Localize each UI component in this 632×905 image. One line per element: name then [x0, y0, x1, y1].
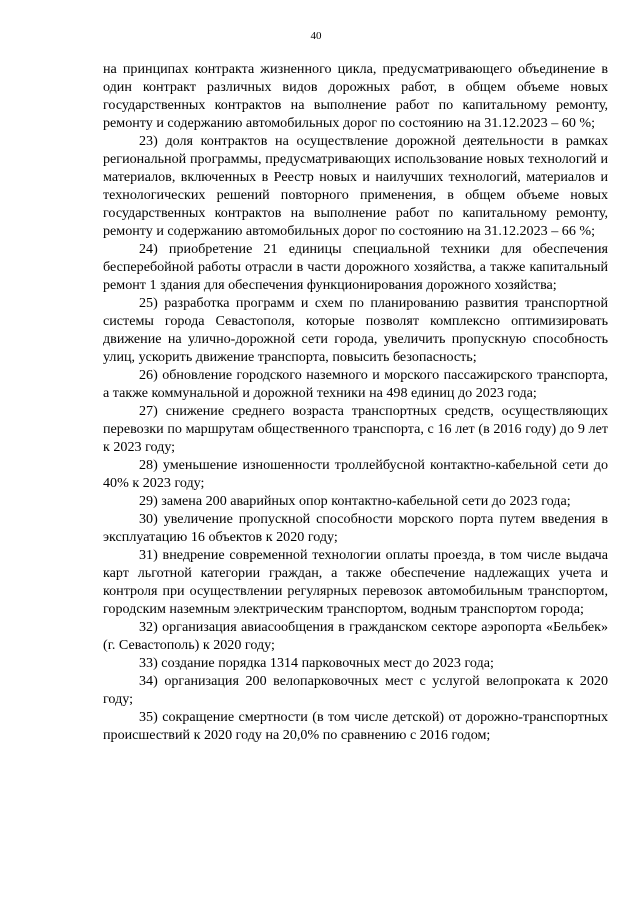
list-item-33: 33) создание порядка 1314 парковочных мест до 2023 года; — [139, 655, 494, 671]
list-item-35: 35) сокращение смертности (в том числе детской) от дорожно-транспортных происшествий к 2020 году на 20,0% по сравнению с 2016 годом; — [103, 709, 608, 743]
list-item-26: 26) обновление городского наземного и морского пассажирского транспорта, а также коммунальной и дорожной техники на 498 единиц до 2023 года; — [103, 367, 608, 401]
page-number: 40 — [310, 30, 322, 42]
list-item-25: 25) разработка программ и схем по планированию развития транспортной системы города Севастополя, которые позволят комплексно оптимизировать движение на улично-дорожной сети города, увеличить пропускную способность улиц, ускорить движение транспорта, повысить безопасность; — [103, 295, 608, 365]
list-item-23: 23) доля контрактов на осуществление дорожной деятельности в рамках региональной программы, предусматривающих использование новых технологий и материалов, включенных в Реестр новых и наилучших технологий, материалов и технологических решений повторного применения, в общем объеме новых государственных контрактов на выполнение работ по капитальному ремонту, ремонту и содержанию автомобильных дорог по состоянию на 31.12.2023 – 66 %; — [103, 133, 608, 239]
list-item-32: 32) организация авиасообщения в гражданском секторе аэропорта «Бельбек» (г. Севастополь) к 2020 году; — [103, 619, 608, 653]
list-item-30: 30) увеличение пропускной способности морского порта путем введения в эксплуатацию 16 объектов к 2020 году; — [103, 511, 608, 545]
list-item-28: 28) уменьшение изношенности троллейбусной контактно-кабельной сети до 40% к 2023 году; — [103, 457, 608, 491]
list-item-34: 34) организация 200 велопарковочных мест с услугой велопроката к 2020 году; — [103, 673, 608, 707]
list-item-29: 29) замена 200 аварийных опор контактно-кабельной сети до 2023 года; — [139, 493, 571, 509]
list-item-31: 31) внедрение современной технологии оплаты проезда, в том числе выдача карт льготной категории граждан, а также обеспечение надлежащих учета и контроля при осуществлении регулярных перевозок автомобильным транспортом, городским наземным электрическим транспортом, водным транспортом города; — [103, 547, 608, 617]
paragraph-continuation: на принципах контракта жизненного цикла, предусматривающего объединение в один контракт различных видов дорожных работ, в общем объеме новых государственных контрактов на выполнение работ по капитальному ремонту, ремонту и содержанию автомобильных дорог по состоянию на 31.12.2023 – 60 %; — [103, 61, 608, 131]
list-item-24: 24) приобретение 21 единицы специальной техники для обеспечения бесперебойной работы отрасли в части дорожного хозяйства, а также капитальный ремонт 1 здания для обеспечения функционирования дорожного хозяйства; — [103, 241, 608, 293]
list-item-27: 27) снижение среднего возраста транспортных средств, осуществляющих перевозки по маршрутам общественного транспорта, с 16 лет (в 2016 году) до 9 лет к 2023 году; — [103, 403, 608, 455]
document-body — [103, 60, 608, 744]
